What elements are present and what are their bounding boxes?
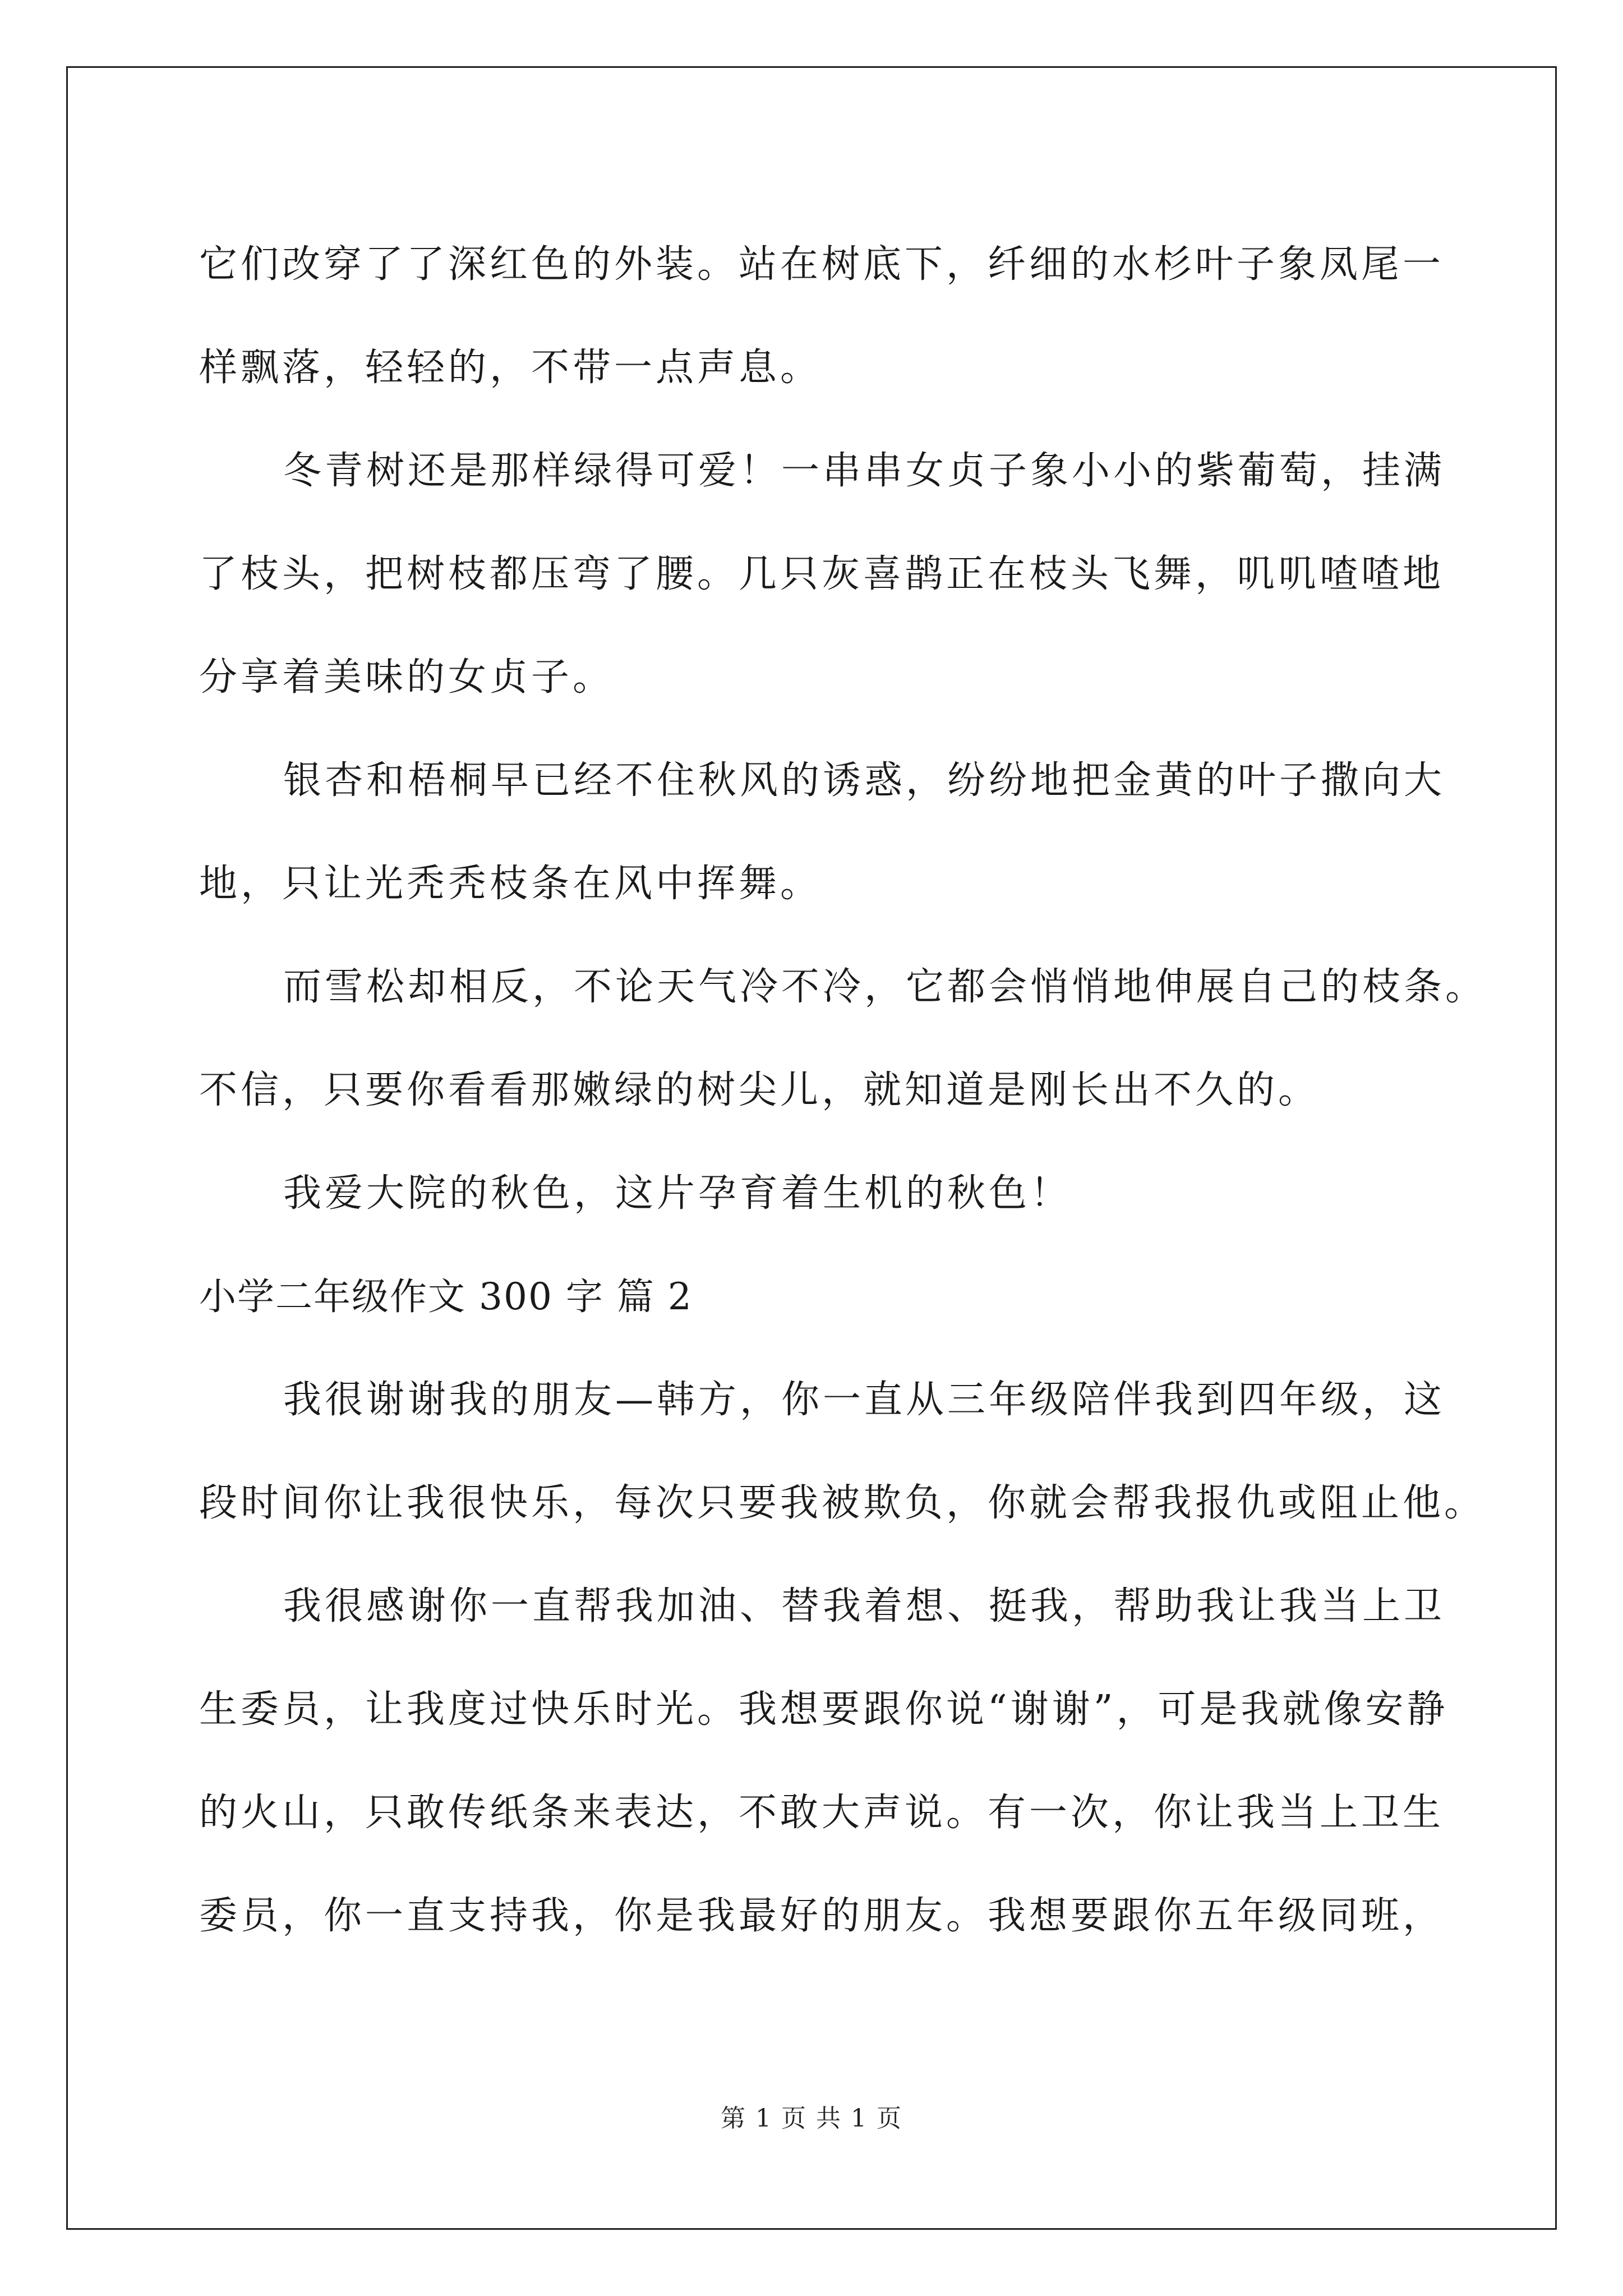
text-line-13: 段时间你让我很快乐，每次只要我被欺负，你就会帮我报仇或阻止他。 <box>199 1481 1486 1525</box>
text-line-9: 不信，只要你看看那嫩绿的树尖儿，就知道是刚长出不久的。 <box>199 1068 1320 1112</box>
text-line-12: 我很谢谢我的朋友—韩方，你一直从三年级陪伴我到四年级，这 <box>283 1378 1446 1422</box>
page-number-footer: 第 1 页 共 1 页 <box>721 2104 902 2133</box>
text-line-15: 生委员，让我度过快乐时光。我想要跟你说“谢谢”，可是我就像安静 <box>199 1687 1449 1732</box>
document-body <box>199 213 1487 1968</box>
text-line-10: 我爱大院的秋色，这片孕育着生机的秋色！ <box>283 1171 1072 1216</box>
text-line-14: 我很感谢你一直帮我加油、替我着想、挺我，帮助我让我当上卫 <box>283 1584 1446 1628</box>
text-line-6: 银杏和梧桐早已经不住秋风的诱惑，纷纷地把金黄的叶子撒向大 <box>283 758 1446 803</box>
text-line-2: 样飘落，轻轻的，不带一点声息。 <box>199 346 822 390</box>
text-line-7: 地，只让光秃秃枝条在风中挥舞。 <box>199 862 822 906</box>
text-line-4: 了枝头，把树枝都压弯了腰。几只灰喜鹊正在枝头飞舞，叽叽喳喳地 <box>199 552 1445 596</box>
text-line-5: 分享着美味的女贞子。 <box>199 655 615 700</box>
text-line-3: 冬青树还是那样绿得可爱！一串串女贞子象小小的紫葡萄，挂满 <box>283 449 1446 493</box>
text-line-8: 而雪松却相反，不论天气冷不冷，它都会悄悄地伸展自己的枝条。 <box>283 965 1487 1009</box>
text-line-16: 的火山，只敢传纸条来表达，不敢大声说。有一次，你让我当上卫生 <box>199 1791 1445 1835</box>
text-line-17: 委员，你一直支持我，你是我最好的朋友。我想要跟你五年级同班， <box>199 1894 1445 1938</box>
text-line-1: 它们改穿了了深红色的外装。站在树底下，纤细的水杉叶子象凤尾一 <box>199 242 1445 287</box>
section-heading: 小学二年级作文 300 字 篇 2 <box>199 1275 693 1318</box>
